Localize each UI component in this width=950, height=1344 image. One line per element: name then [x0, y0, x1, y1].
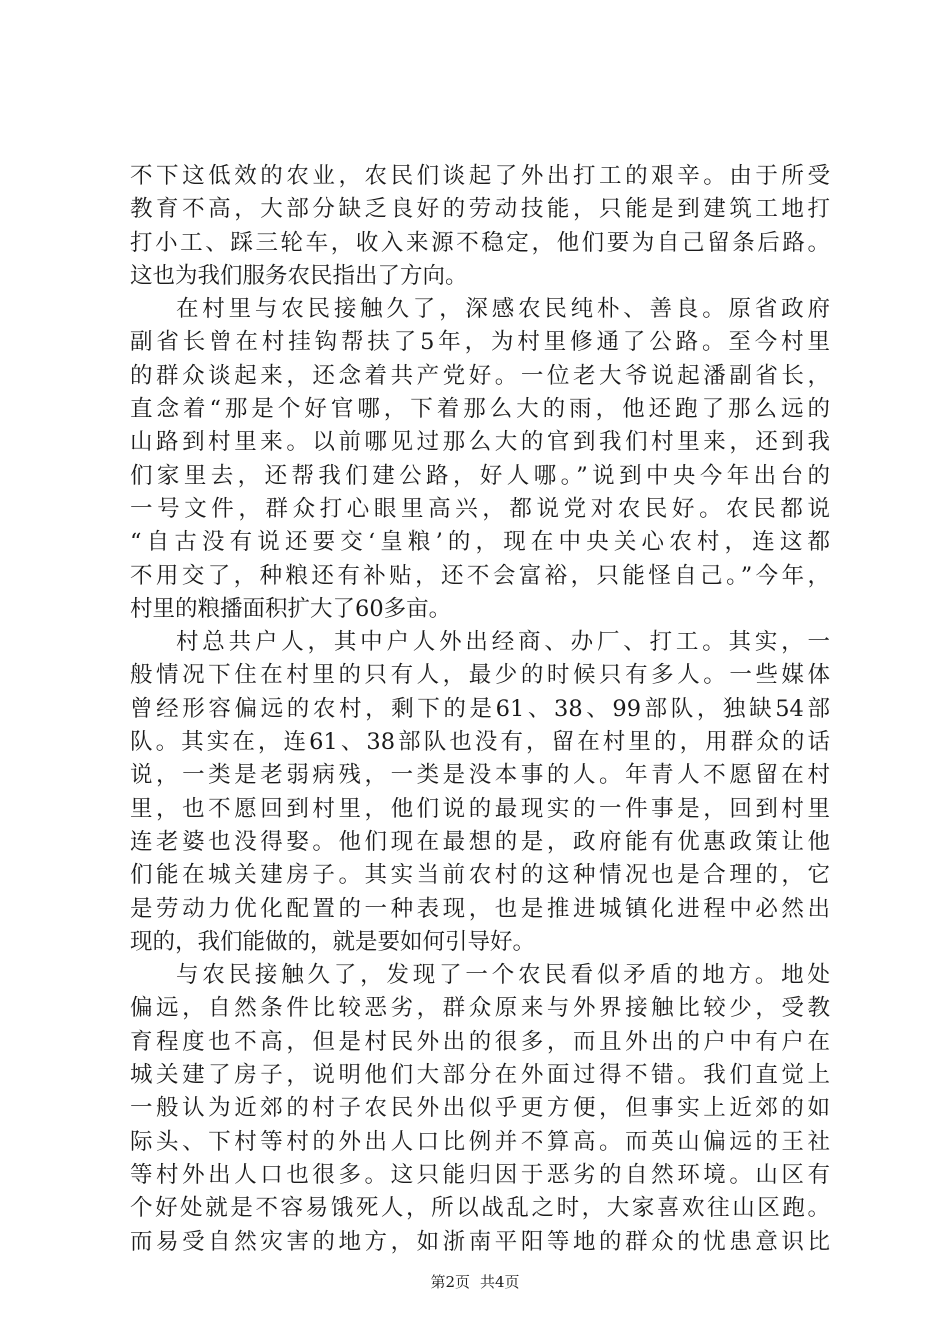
page-number: 第2页: [430, 1273, 470, 1291]
text-line: 连老婆也没得娶。他们现在最想的是，政府能有优惠政策让他: [130, 828, 830, 855]
text-line: 们家里去，还帮我们建公路，好人哪。”说到中央今年出台的: [130, 462, 830, 489]
paragraph-first-line: 与农民接触久了，发现了一个农民看似矛盾的地方。地处: [176, 962, 830, 989]
text-line: 们能在城关建房子。其实当前农村的这种情况也是合理的，它: [130, 862, 830, 889]
text-line: 育程度也不高，但是村民外出的很多，而且外出的户中有户在: [130, 1028, 830, 1055]
text-line: 城关建了房子，说明他们大部分在外面过得不错。我们直觉上: [130, 1062, 830, 1089]
text-line: 里，也不愿回到村里，他们说的最现实的一件事是，回到村里: [130, 795, 830, 822]
text-line: 山路到村里来。以前哪见过那么大的官到我们村里来，还到我: [130, 429, 830, 456]
page-total: 共4页: [480, 1273, 520, 1291]
paragraph-first-line: 村总共户人，其中户人外出经商、办厂、打工。其实，一: [176, 629, 830, 656]
text-line: 的群众谈起来，还念着共产党好。一位老大爷说起潘副省长，: [130, 362, 830, 389]
text-line: 说，一类是老弱病残，一类是没本事的人。年青人不愿留在村: [130, 762, 830, 789]
text-line: 一号文件，群众打心眼里高兴，都说党对农民好。农民都说: [130, 495, 830, 522]
text-line: 一般认为近郊的村子农民外出似乎更方便，但事实上近郊的如: [130, 1095, 830, 1122]
text-line: “自古没有说还要交‘皇粮’的，现在中央关心农村，连这都: [130, 529, 830, 556]
text-line: 教育不高，大部分缺乏良好的劳动技能，只能是到建筑工地打: [130, 196, 830, 223]
document-body: [130, 160, 830, 1259]
text-line: 不下这低效的农业，农民们谈起了外出打工的艰辛。由于所受: [130, 163, 830, 189]
text-line: 般情况下住在村里的只有人，最少的时候只有多人。一些媒体: [130, 662, 830, 689]
text-line: 这也为我们服务农民指出了方向。: [130, 262, 468, 289]
text-line: 际头、下村等村的外出人口比例并不算高。而英山偏远的王社: [130, 1128, 830, 1155]
text-line: 个好处就是不容易饿死人，所以战乱之时，大家喜欢往山区跑。: [130, 1195, 830, 1222]
text-line: 直念着“那是个好官哪，下着那么大的雨，他还跑了那么远的: [130, 396, 830, 423]
text-line: 现的，我们能做的，就是要如何引导好。: [130, 928, 536, 955]
text-line: 队。其实在，连61、38部队也没有，留在村里的，用群众的话: [130, 729, 830, 756]
text-line: 不用交了，种粮还有补贴，还不会富裕，只能怪自己。”今年，: [130, 562, 830, 589]
text-line: 偏远，自然条件比较恶劣，群众原来与外界接触比较少，受教: [130, 995, 830, 1022]
page-footer: [0, 1272, 950, 1292]
text-line: 打小工、踩三轮车，收入来源不稳定，他们要为自己留条后路。: [130, 229, 830, 256]
text-line: 是劳动力优化配置的一种表现，也是推进城镇化进程中必然出: [130, 895, 830, 922]
text-line: 曾经形容偏远的农村，剩下的是61、38、99部队，独缺54部: [130, 695, 830, 722]
paragraph-first-line: 在村里与农民接触久了，深感农民纯朴、善良。原省政府: [176, 296, 830, 323]
text-line: 而易受自然灾害的地方，如浙南平阳等地的群众的忧患意识比: [130, 1228, 830, 1255]
text-line: 等村外出人口也很多。这只能归因于恶劣的自然环境。山区有: [130, 1161, 830, 1188]
text-line: 村里的粮播面积扩大了60多亩。: [130, 595, 452, 622]
text-line: 副省长曾在村挂钩帮扶了5年，为村里修通了公路。至今村里: [130, 329, 830, 356]
